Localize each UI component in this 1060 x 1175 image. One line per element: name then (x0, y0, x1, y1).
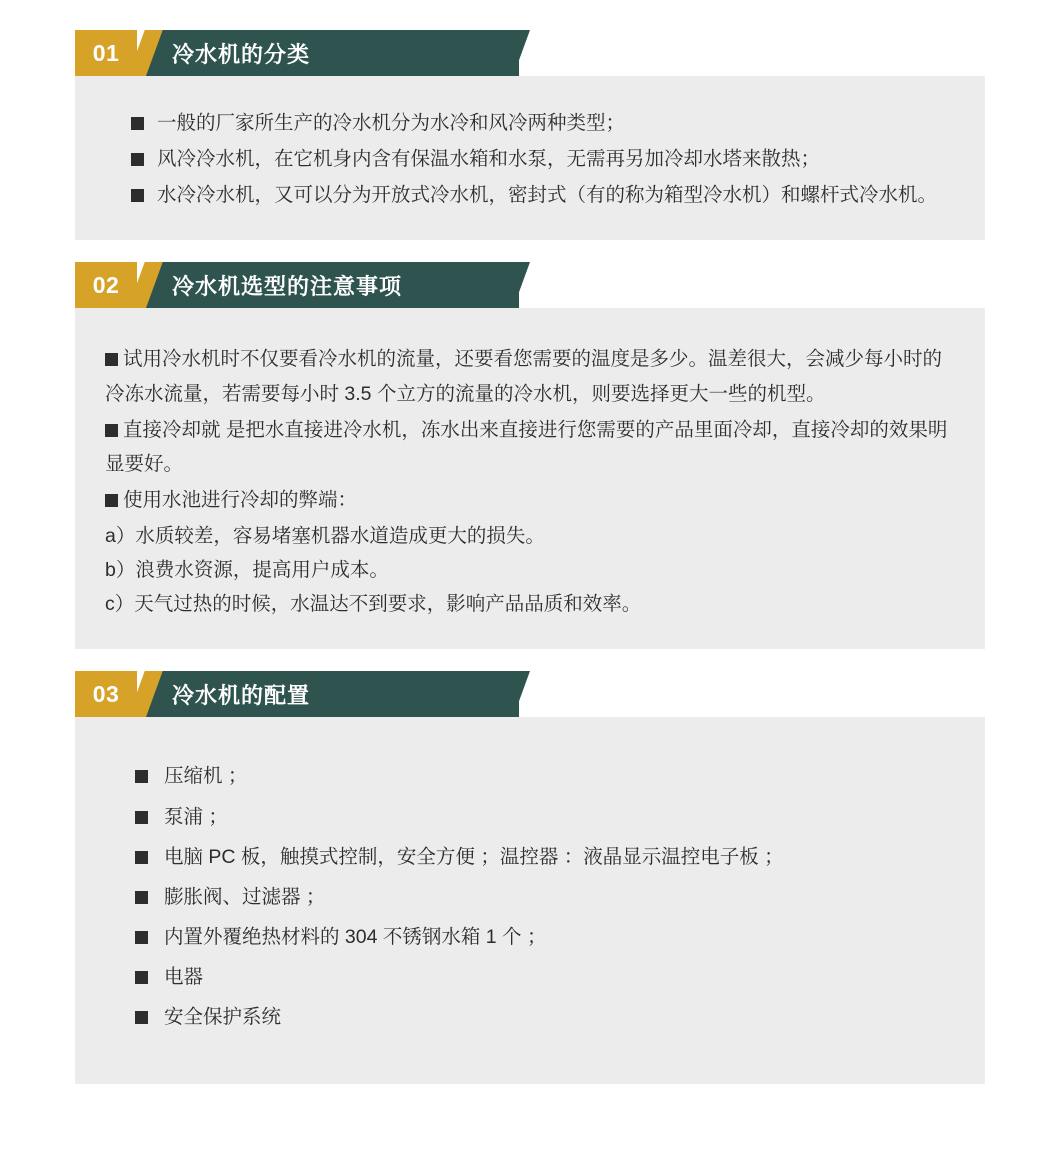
section-02-number: 02 (75, 262, 137, 308)
section-02-body (75, 308, 985, 649)
square-bullet-icon (131, 153, 144, 166)
section-03 (75, 671, 985, 1084)
square-bullet-icon (105, 494, 118, 507)
list-item-text: 泵浦 ； (164, 805, 228, 828)
paragraph-text: 使用水池进行冷却的弊端： (123, 488, 358, 511)
section-01-header (75, 30, 530, 76)
section-01-title: 冷水机的分类 (172, 41, 311, 67)
square-bullet-icon (131, 189, 144, 202)
square-bullet-icon (135, 851, 148, 864)
list-item (105, 142, 955, 176)
section-02-title-wrap (146, 262, 519, 308)
paragraph-text: 试用冷水机时不仅要看冷水机的流量，还要看您需要的温度是多少。温差很大，会减少每小时的冷冻水流量，若需要每小时 3.5 个立方的流量的冷水机，则要选择更大一些的机型。 (105, 348, 943, 405)
square-bullet-icon (131, 117, 144, 130)
list-item-text: 压缩机 ； (164, 765, 248, 788)
list-item (105, 960, 955, 994)
list-item-text: 水冷冷水机，又可以分为开放式冷水机，密封式（有的称为箱型冷水机）和螺杆式冷水机。 (157, 184, 938, 207)
square-bullet-icon (105, 353, 118, 366)
square-bullet-icon (135, 811, 148, 824)
section-03-body (75, 717, 985, 1084)
list-item (105, 1000, 955, 1034)
list-item (105, 759, 955, 793)
section-01-title-wrap (146, 30, 519, 76)
list-item (105, 920, 955, 954)
list-item (105, 880, 955, 914)
list-item-text: 一般的厂家所生产的冷水机分为水冷和风冷两种类型； (157, 112, 626, 134)
section-02-header (75, 262, 530, 308)
paragraph-text: 直接冷却就 是把水直接进冷水机，冻水出来直接进行您需要的产品里面冷却，直接冷却的效果明显要好。 (105, 418, 948, 475)
square-bullet-icon (135, 1011, 148, 1024)
section-01 (75, 30, 985, 240)
paragraph (105, 413, 955, 481)
section-03-number: 03 (75, 671, 137, 717)
section-03-title-wrap (146, 671, 519, 717)
square-bullet-icon (135, 971, 148, 984)
section-03-header (75, 671, 530, 717)
paragraph (105, 342, 955, 410)
list-item-text: 电脑 PC 板，触摸式控制，安全方便 ；温控器 ：液晶显示温控电子板 ； (164, 845, 784, 868)
document-page (0, 30, 1060, 1175)
sub-item: b）浪费水资源，提高用户成本。 (105, 559, 389, 582)
paragraph (105, 483, 955, 517)
section-01-body (75, 76, 985, 240)
square-bullet-icon (135, 770, 148, 783)
list-item (105, 840, 955, 874)
section-02 (75, 262, 985, 649)
section-02-title: 冷水机选型的注意事项 (172, 273, 403, 299)
list-item-text: 风冷冷水机，在它机身内含有保温水箱和水泵，无需再另加冷却水塔来散热； (157, 148, 821, 171)
square-bullet-icon (135, 931, 148, 944)
list-item (105, 800, 955, 834)
section-01-number: 01 (75, 30, 137, 76)
square-bullet-icon (135, 891, 148, 904)
list-item-text: 膨胀阀、过滤器 ； (164, 885, 326, 908)
list-item (105, 106, 955, 140)
list-item-text: 电器 (164, 966, 204, 988)
list-item-text: 安全保护系统 (164, 1006, 282, 1029)
list-item-text: 内置外覆绝热材料的 304 不锈钢水箱 1 个 ； (164, 925, 547, 948)
square-bullet-icon (105, 424, 118, 437)
list-item (105, 178, 955, 212)
sub-item: a）水质较差，容易堵塞机器水道造成更大的损失。 (105, 525, 545, 547)
section-03-title: 冷水机的配置 (172, 682, 311, 708)
sub-item: c）天气过热的时候，水温达不到要求，影响产品品质和效率。 (105, 593, 642, 616)
